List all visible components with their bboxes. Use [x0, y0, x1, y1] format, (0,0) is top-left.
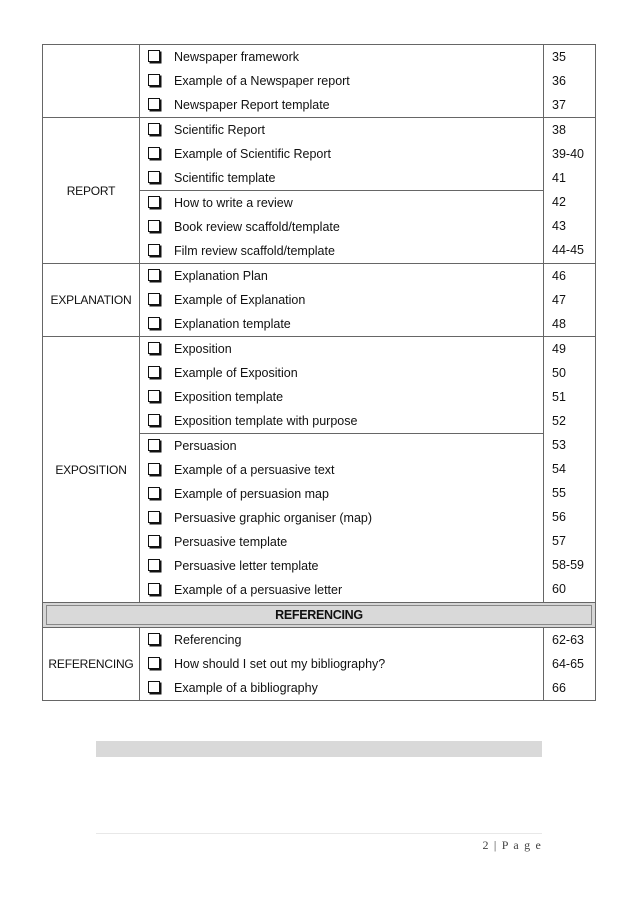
item-label: Persuasive template — [174, 535, 288, 549]
category-label: REPORT — [43, 118, 140, 264]
checkbox-icon — [148, 439, 160, 451]
item-list — [140, 628, 544, 701]
list-item — [140, 142, 543, 166]
section-heading-row — [43, 603, 596, 628]
item-label: Example of Exposition — [174, 366, 298, 380]
list-item — [140, 628, 543, 652]
item-label: Explanation Plan — [174, 269, 268, 283]
item-label: Example of a persuasive text — [174, 463, 335, 477]
page-number-cell: 39-40 — [552, 147, 584, 161]
page-number-cell: 64-65 — [552, 657, 584, 671]
page-number-cell: 62-63 — [552, 633, 584, 647]
item-list — [140, 45, 544, 118]
checkbox-icon — [148, 511, 160, 523]
checkbox-icon — [148, 269, 160, 281]
page-number-cell: 38 — [552, 123, 566, 137]
checkbox-icon — [148, 293, 160, 305]
page-number-cell: 66 — [552, 681, 566, 695]
page-list — [544, 628, 596, 701]
item-list — [140, 337, 544, 603]
category-label: EXPLANATION — [43, 264, 140, 337]
item-label: Newspaper framework — [174, 50, 300, 64]
page-number-cell: 49 — [552, 342, 566, 356]
item-list — [140, 118, 544, 264]
item-label: Persuasive letter template — [174, 559, 319, 573]
item-label: Example of a bibliography — [174, 681, 318, 695]
list-item — [140, 69, 543, 93]
page-number-cell: 36 — [552, 74, 566, 88]
list-item — [140, 215, 543, 239]
checkbox-icon — [148, 559, 160, 571]
page-number-cell: 53 — [552, 438, 566, 452]
list-item — [140, 385, 543, 409]
item-label: Example of Explanation — [174, 293, 306, 307]
section-row — [43, 118, 596, 264]
list-item — [140, 239, 543, 263]
page-word: P a g e — [501, 838, 542, 852]
list-item — [140, 530, 543, 554]
item-label: Example of persuasion map — [174, 487, 329, 501]
checkbox-icon — [148, 244, 160, 256]
checkbox-icon — [148, 342, 160, 354]
page-number-cell: 60 — [552, 582, 566, 596]
list-item — [140, 264, 543, 288]
item-label: How should I set out my bibliography? — [174, 657, 386, 671]
shaded-bar — [96, 741, 542, 757]
item-label: Explanation template — [174, 317, 291, 331]
page-number-cell: 43 — [552, 219, 566, 233]
footer-rule — [96, 833, 542, 834]
page-number-cell: 46 — [552, 269, 566, 283]
item-label: Exposition — [174, 342, 232, 356]
list-item — [140, 190, 543, 215]
list-item — [140, 93, 543, 117]
checkbox-icon — [148, 487, 160, 499]
item-list — [140, 264, 544, 337]
checkbox-icon — [148, 390, 160, 402]
page-number-cell: 51 — [552, 390, 566, 404]
item-label: Exposition template — [174, 390, 284, 404]
checkbox-icon — [148, 463, 160, 475]
item-label: Persuasion — [174, 439, 237, 453]
checkbox-icon — [148, 196, 160, 208]
checkbox-icon — [148, 74, 160, 86]
page-number-cell: 44-45 — [552, 243, 584, 257]
item-label: How to write a review — [174, 196, 293, 210]
checkbox-icon — [148, 535, 160, 547]
list-item — [140, 506, 543, 530]
item-label: Example of a persuasive letter — [174, 583, 343, 597]
checkbox-icon — [148, 414, 160, 426]
item-label: Scientific Report — [174, 123, 266, 137]
page-list — [544, 118, 596, 264]
list-item — [140, 409, 543, 433]
category-label: EXPOSITION — [43, 337, 140, 603]
page-number-cell: 57 — [552, 534, 566, 548]
page-number-cell: 52 — [552, 414, 566, 428]
item-label: Scientific template — [174, 171, 276, 185]
item-label: Persuasive graphic organiser (map) — [174, 511, 373, 525]
page-number-cell: 50 — [552, 366, 566, 380]
checkbox-icon — [148, 147, 160, 159]
item-label: Film review scaffold/template — [174, 244, 335, 258]
list-item — [140, 482, 543, 506]
list-item — [140, 652, 543, 676]
checkbox-icon — [148, 633, 160, 645]
checkbox-icon — [148, 123, 160, 135]
list-item — [140, 361, 543, 385]
page-list — [544, 264, 596, 337]
item-label: Example of a Newspaper report — [174, 74, 350, 88]
contents-table-body — [43, 45, 596, 701]
section-heading: REFERENCING — [46, 605, 592, 625]
page-number: 2 — [482, 838, 490, 852]
checkbox-icon — [148, 317, 160, 329]
page-list — [544, 337, 596, 603]
list-item — [140, 337, 543, 361]
list-item — [140, 288, 543, 312]
list-item — [140, 458, 543, 482]
page-number-cell: 37 — [552, 98, 566, 112]
page-number-cell: 35 — [552, 50, 566, 64]
footer-separator: | — [493, 838, 498, 852]
checkbox-icon — [148, 681, 160, 693]
list-item — [140, 166, 543, 190]
section-row — [43, 264, 596, 337]
checkbox-icon — [148, 220, 160, 232]
checkbox-icon — [148, 366, 160, 378]
page-number-cell: 42 — [552, 195, 566, 209]
category-label: REFERENCING — [43, 628, 140, 701]
item-label: Exposition template with purpose — [174, 414, 358, 428]
item-label: Referencing — [174, 633, 242, 647]
page-number-cell: 55 — [552, 486, 566, 500]
page-number-cell: 41 — [552, 171, 566, 185]
page-number-cell: 48 — [552, 317, 566, 331]
category-label — [43, 45, 140, 118]
section-heading-cell — [43, 603, 596, 628]
checkbox-icon — [148, 657, 160, 669]
checkbox-icon — [148, 583, 160, 595]
list-item — [140, 312, 543, 336]
list-item — [140, 45, 543, 69]
checkbox-icon — [148, 98, 160, 110]
contents-table — [42, 44, 596, 701]
item-label: Book review scaffold/template — [174, 220, 340, 234]
page-footer — [96, 838, 542, 853]
list-item — [140, 433, 543, 458]
section-row — [43, 337, 596, 603]
section-row — [43, 628, 596, 701]
page-number-cell: 56 — [552, 510, 566, 524]
list-item — [140, 554, 543, 578]
page-list — [544, 45, 596, 118]
list-item — [140, 118, 543, 142]
section-row — [43, 45, 596, 118]
item-label: Example of Scientific Report — [174, 147, 332, 161]
checkbox-icon — [148, 50, 160, 62]
item-label: Newspaper Report template — [174, 98, 330, 112]
list-item — [140, 578, 543, 602]
checkbox-icon — [148, 171, 160, 183]
page-number-cell: 54 — [552, 462, 566, 476]
page-number-cell: 58-59 — [552, 558, 584, 572]
list-item — [140, 676, 543, 700]
page-number-cell: 47 — [552, 293, 566, 307]
